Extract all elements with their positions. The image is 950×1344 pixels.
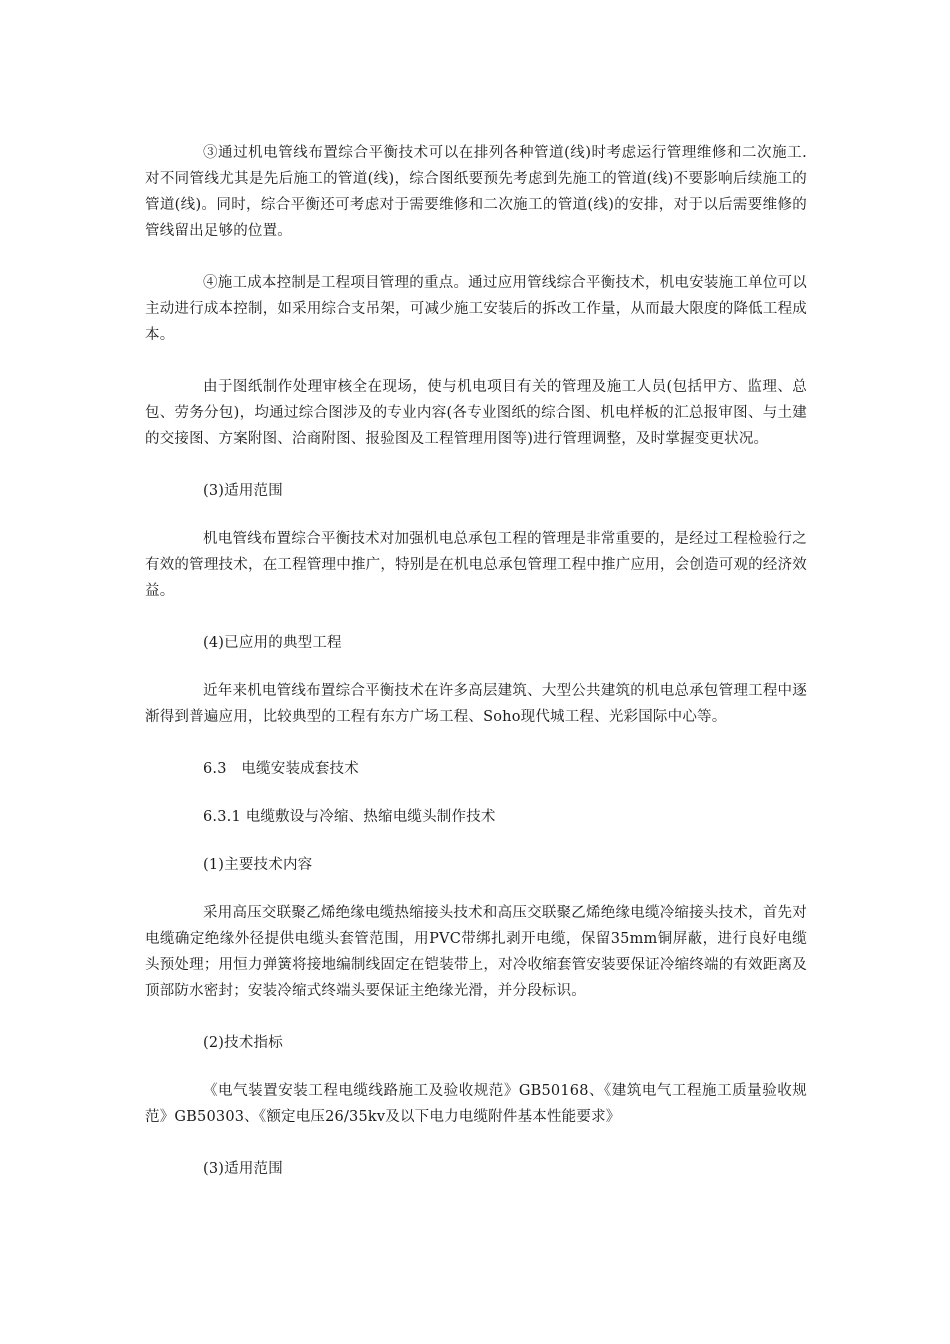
- subsection-heading-6-3-1: 6.3.1 电缆敷设与冷缩、热缩电缆头制作技术: [203, 809, 496, 825]
- heading-typical-projects: (4)已应用的典型工程: [203, 635, 342, 651]
- paragraph-maintenance-planning: ③通过机电管线布置综合平衡技术可以在排列各种管道(线)时考虑运行管理维修和二次施工.对不同管线尤其是先后施工的管道(线)，综合图纸要预先考虑到先施工的管道(线)不要影响后续施工的管道(线)。同时，综合平衡还可考虑对于需要维修和二次施工的管道(线)的安排，对于以后需要维修的管线留出足够的位置。: [145, 145, 807, 239]
- paragraph-standards-list: 《电气装置安装工程电缆线路施工及验收规范》GB50168、《建筑电气工程施工质量验收规范》GB50303、《额定电压26/35kv及以下电力电缆附件基本性能要求》: [145, 1083, 807, 1125]
- heading-scope-of-application: (3)适用范围: [203, 483, 283, 499]
- paragraph-typical-projects-body: 近年来机电管线布置综合平衡技术在许多高层建筑、大型公共建筑的机电总承包管理工程中逐渐得到普遍应用，比较典型的工程有东方广场工程、Soho现代城工程、光彩国际中心等。: [145, 683, 807, 725]
- section-heading-6-3: 6.3 电缆安装成套技术: [203, 761, 359, 777]
- paragraph-onsite-drawing-review: 由于图纸制作处理审核全在现场，使与机电项目有关的管理及施工人员(包括甲方、监理、总包、劳务分包)，均通过综合图涉及的专业内容(各专业图纸的综合图、机电样板的汇总报审图、与土建的交接图、方案附图、洽商附图、报验图及工程管理用图等)进行管理调整，及时掌握变更状况。: [145, 379, 807, 447]
- paragraph-scope-body: 机电管线布置综合平衡技术对加强机电总承包工程的管理是非常重要的，是经过工程检验行之有效的管理技术，在工程管理中推广，特别是在机电总承包管理工程中推广应用，会创造可观的经济效益。: [145, 531, 807, 599]
- document-page: [145, 140, 807, 1204]
- heading-main-technical-content: (1)主要技术内容: [203, 857, 313, 873]
- heading-scope-of-application-2: (3)适用范围: [203, 1161, 283, 1177]
- paragraph-cable-joint-technique: 采用高压交联聚乙烯绝缘电缆热缩接头技术和高压交联聚乙烯绝缘电缆冷缩接头技术，首先对电缆确定绝缘外径提供电缆头套管范围，用PVC带绑扎剥开电缆，保留35mm铜屏蔽，进行良好电缆头预处理；用恒力弹簧将接地编制线固定在铠装带上，对冷收缩套管安装要保证冷缩终端的有效距离及顶部防水密封；安装冷缩式终端头要保证主绝缘光滑，并分段标识。: [145, 905, 807, 999]
- heading-technical-indicators: (2)技术指标: [203, 1035, 283, 1051]
- paragraph-cost-control: ④施工成本控制是工程项目管理的重点。通过应用管线综合平衡技术，机电安装施工单位可以主动进行成本控制，如采用综合支吊架，可减少施工安装后的拆改工作量，从而最大限度的降低工程成本。: [145, 275, 807, 343]
